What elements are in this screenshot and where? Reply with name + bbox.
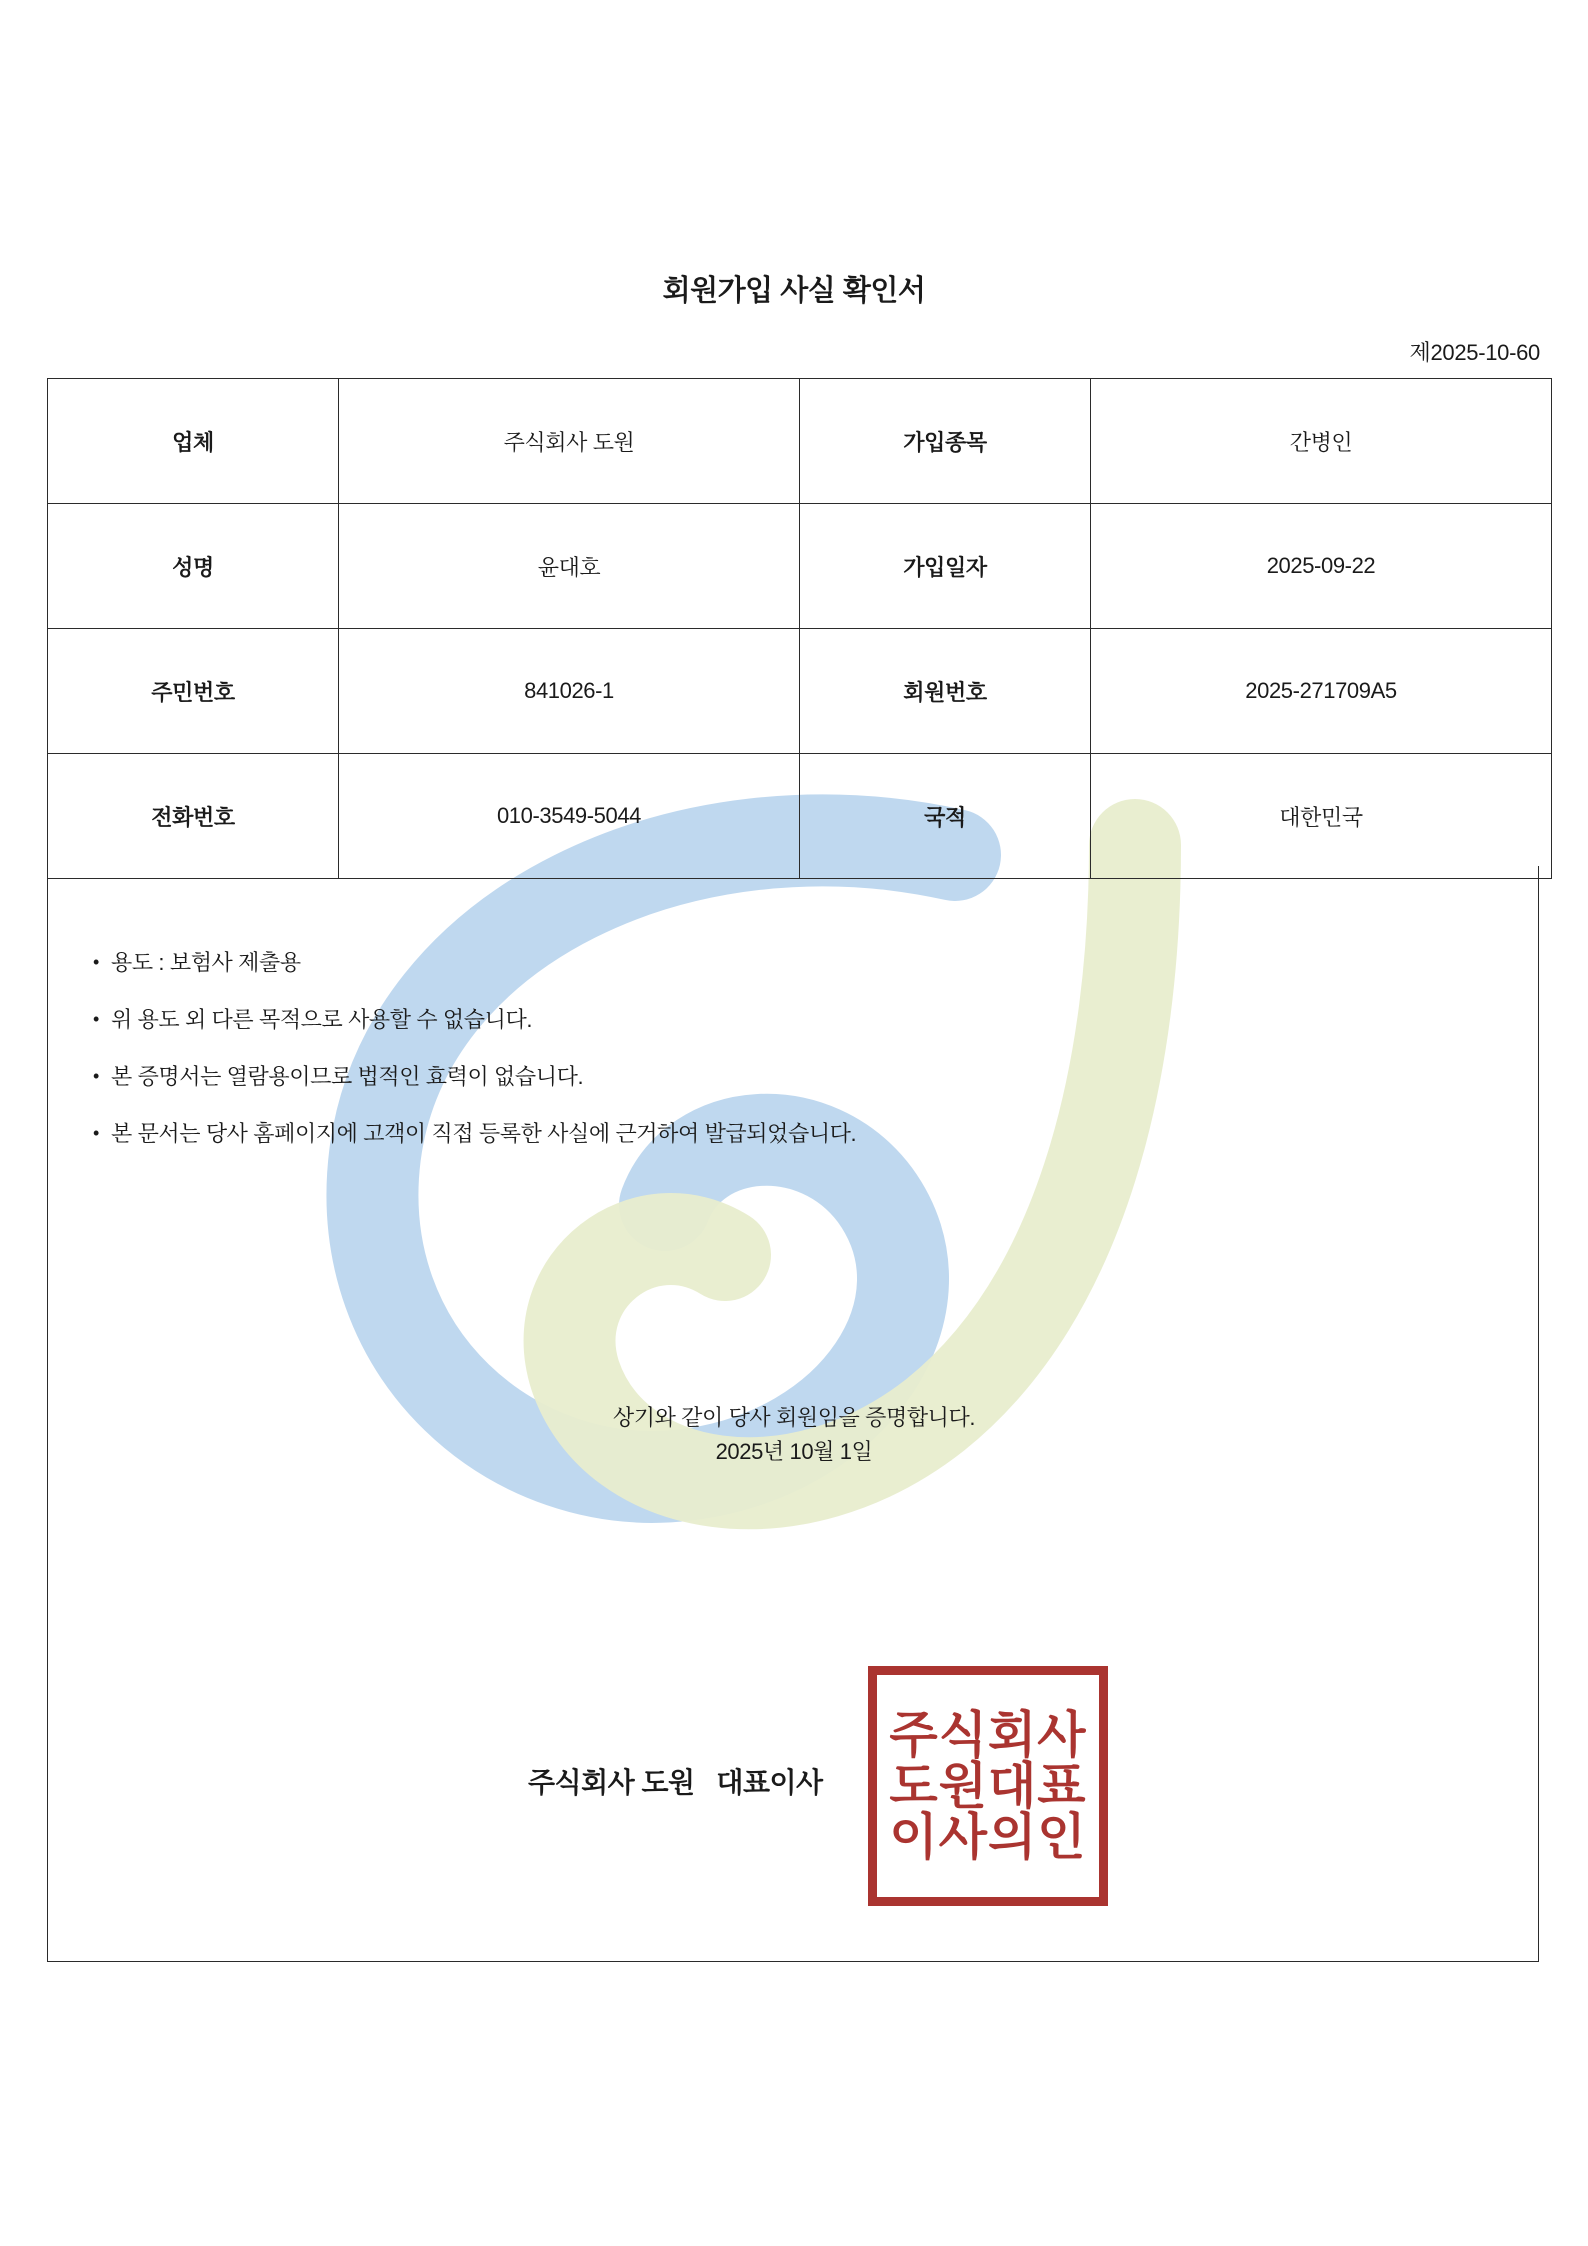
note-text: 위 용도 외 다른 목적으로 사용할 수 없습니다. (111, 1007, 533, 1032)
field-label-company: 업체 (48, 379, 339, 504)
field-value-name: 윤대호 (339, 504, 800, 629)
field-value-nationality: 대한민국 (1091, 754, 1552, 879)
notes-section (47, 866, 1539, 1962)
attestation-date: 2025년 10월 1일 (715, 1439, 873, 1465)
table-row (48, 629, 1552, 754)
bullet-icon: • (93, 952, 99, 972)
field-label-resident-number: 주민번호 (48, 629, 339, 754)
list-item (93, 1009, 856, 1031)
bullet-icon: • (93, 1123, 99, 1143)
list-item (93, 952, 856, 974)
note-text: 본 문서는 당사 홈페이지에 고객이 직접 등록한 사실에 근거하여 발급되었습니다. (111, 1121, 857, 1146)
field-label-phone: 전화번호 (48, 754, 339, 879)
list-item (93, 1123, 856, 1145)
table-row (48, 754, 1552, 879)
bullet-icon: • (93, 1009, 99, 1029)
bullet-icon: • (93, 1066, 99, 1086)
notes-list (93, 952, 856, 1180)
field-value-resident-number: 841026-1 (339, 629, 800, 754)
signature-line: 주식회사 도원 대표이사 (528, 1767, 823, 1798)
page-title: 회원가입 사실 확인서 (662, 275, 926, 307)
note-text: 용도 : 보험사 제출용 (111, 950, 301, 975)
field-value-join-type: 간병인 (1091, 379, 1552, 504)
field-label-name: 성명 (48, 504, 339, 629)
attestation-block (48, 1401, 1540, 1469)
field-label-join-date: 가입일자 (800, 504, 1091, 629)
seal-row-2: 도원대표 (889, 1756, 1087, 1815)
seal-row-1: 주식회사 (889, 1705, 1087, 1764)
company-seal-stamp (868, 1666, 1108, 1906)
member-info-table (47, 378, 1552, 879)
table-row (48, 504, 1552, 629)
table-row (48, 379, 1552, 504)
field-label-join-type: 가입종목 (800, 379, 1091, 504)
field-value-join-date: 2025-09-22 (1091, 504, 1552, 629)
attestation-line-1: 상기와 같이 당사 회원임을 증명합니다. (612, 1405, 976, 1430)
field-label-nationality: 국적 (800, 754, 1091, 879)
seal-row-3: 이사의인 (889, 1807, 1087, 1866)
field-value-member-number: 2025-271709A5 (1091, 629, 1552, 754)
list-item (93, 1066, 856, 1088)
field-value-phone: 010-3549-5044 (339, 754, 800, 879)
document-number: 제2025-10-60 (1409, 340, 1540, 365)
field-label-member-number: 회원번호 (800, 629, 1091, 754)
field-value-company: 주식회사 도원 (339, 379, 800, 504)
note-text: 본 증명서는 열람용이므로 법적인 효력이 없습니다. (111, 1064, 584, 1089)
